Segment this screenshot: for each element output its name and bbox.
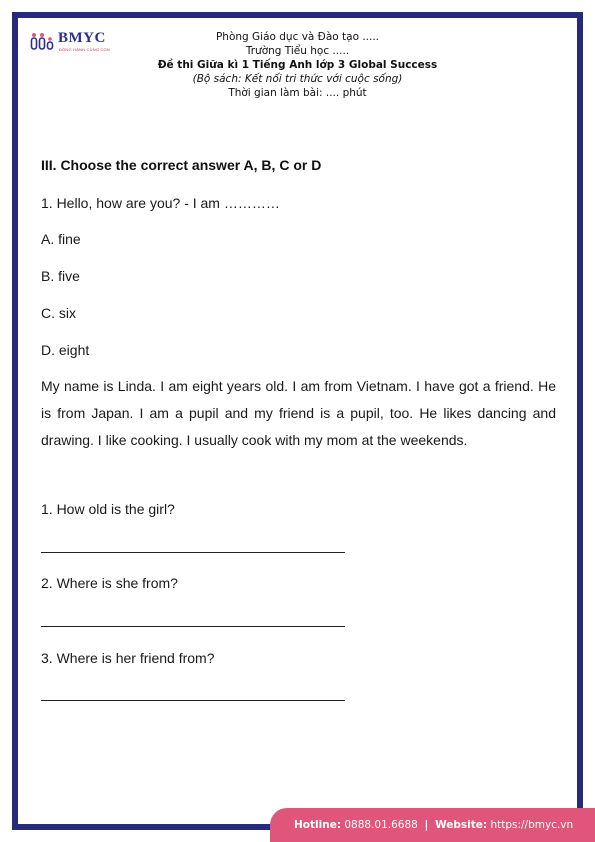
header-school: Trường Tiểu học ..... — [245, 45, 350, 57]
header-exam-title: Đề thi Giữa kì 1 Tiếng Anh lớp 3 Global Success — [157, 59, 438, 71]
website-label: Website: — [435, 819, 488, 831]
option-b: B. five — [41, 268, 80, 284]
reading-question-3: 3. Where is her friend from? — [41, 650, 215, 666]
answer-line-1 — [41, 552, 345, 553]
header-department: Phòng Giáo dục và Đào tạo ..... — [215, 31, 380, 43]
footer-text — [294, 819, 573, 831]
logo-tagline: ĐỒNG HÀNH CÙNG CON — [59, 47, 110, 52]
reading-question-1: 1. How old is the girl? — [41, 501, 175, 517]
website-link[interactable]: https://bmyc.vn — [490, 819, 574, 831]
answer-line-2 — [41, 626, 345, 627]
option-d: D. eight — [41, 342, 90, 358]
option-a: A. fine — [41, 231, 81, 247]
question-1-text: 1. Hello, how are you? - I am ………… — [41, 195, 280, 211]
hotline-label: Hotline: — [294, 819, 342, 831]
logo-brand: BMYC — [58, 30, 106, 46]
exam-header — [0, 30, 595, 100]
reading-passage: My name is Linda. I am eight years old. I am from Vietnam. I have got a friend. He is from Japan. I am a pupil and my friend is a pupil, too. He likes dancing and drawing. I like cooking. I usually cook with my mom at the weekends. — [41, 378, 556, 448]
hotline-number[interactable]: 0888.01.6688 — [344, 819, 418, 831]
answer-line-3 — [41, 700, 345, 701]
section-title: III. Choose the correct answer A, B, C or D — [41, 157, 322, 173]
header-duration: Thời gian làm bài: .... phút — [228, 87, 367, 99]
footer-separator: | — [424, 819, 429, 831]
option-c: C. six — [41, 305, 76, 321]
header-book: (Bộ sách: Kết nối tri thức với cuộc sống) — [192, 73, 403, 85]
reading-question-2: 2. Where is she from? — [41, 575, 178, 591]
footer-bar — [270, 808, 595, 842]
